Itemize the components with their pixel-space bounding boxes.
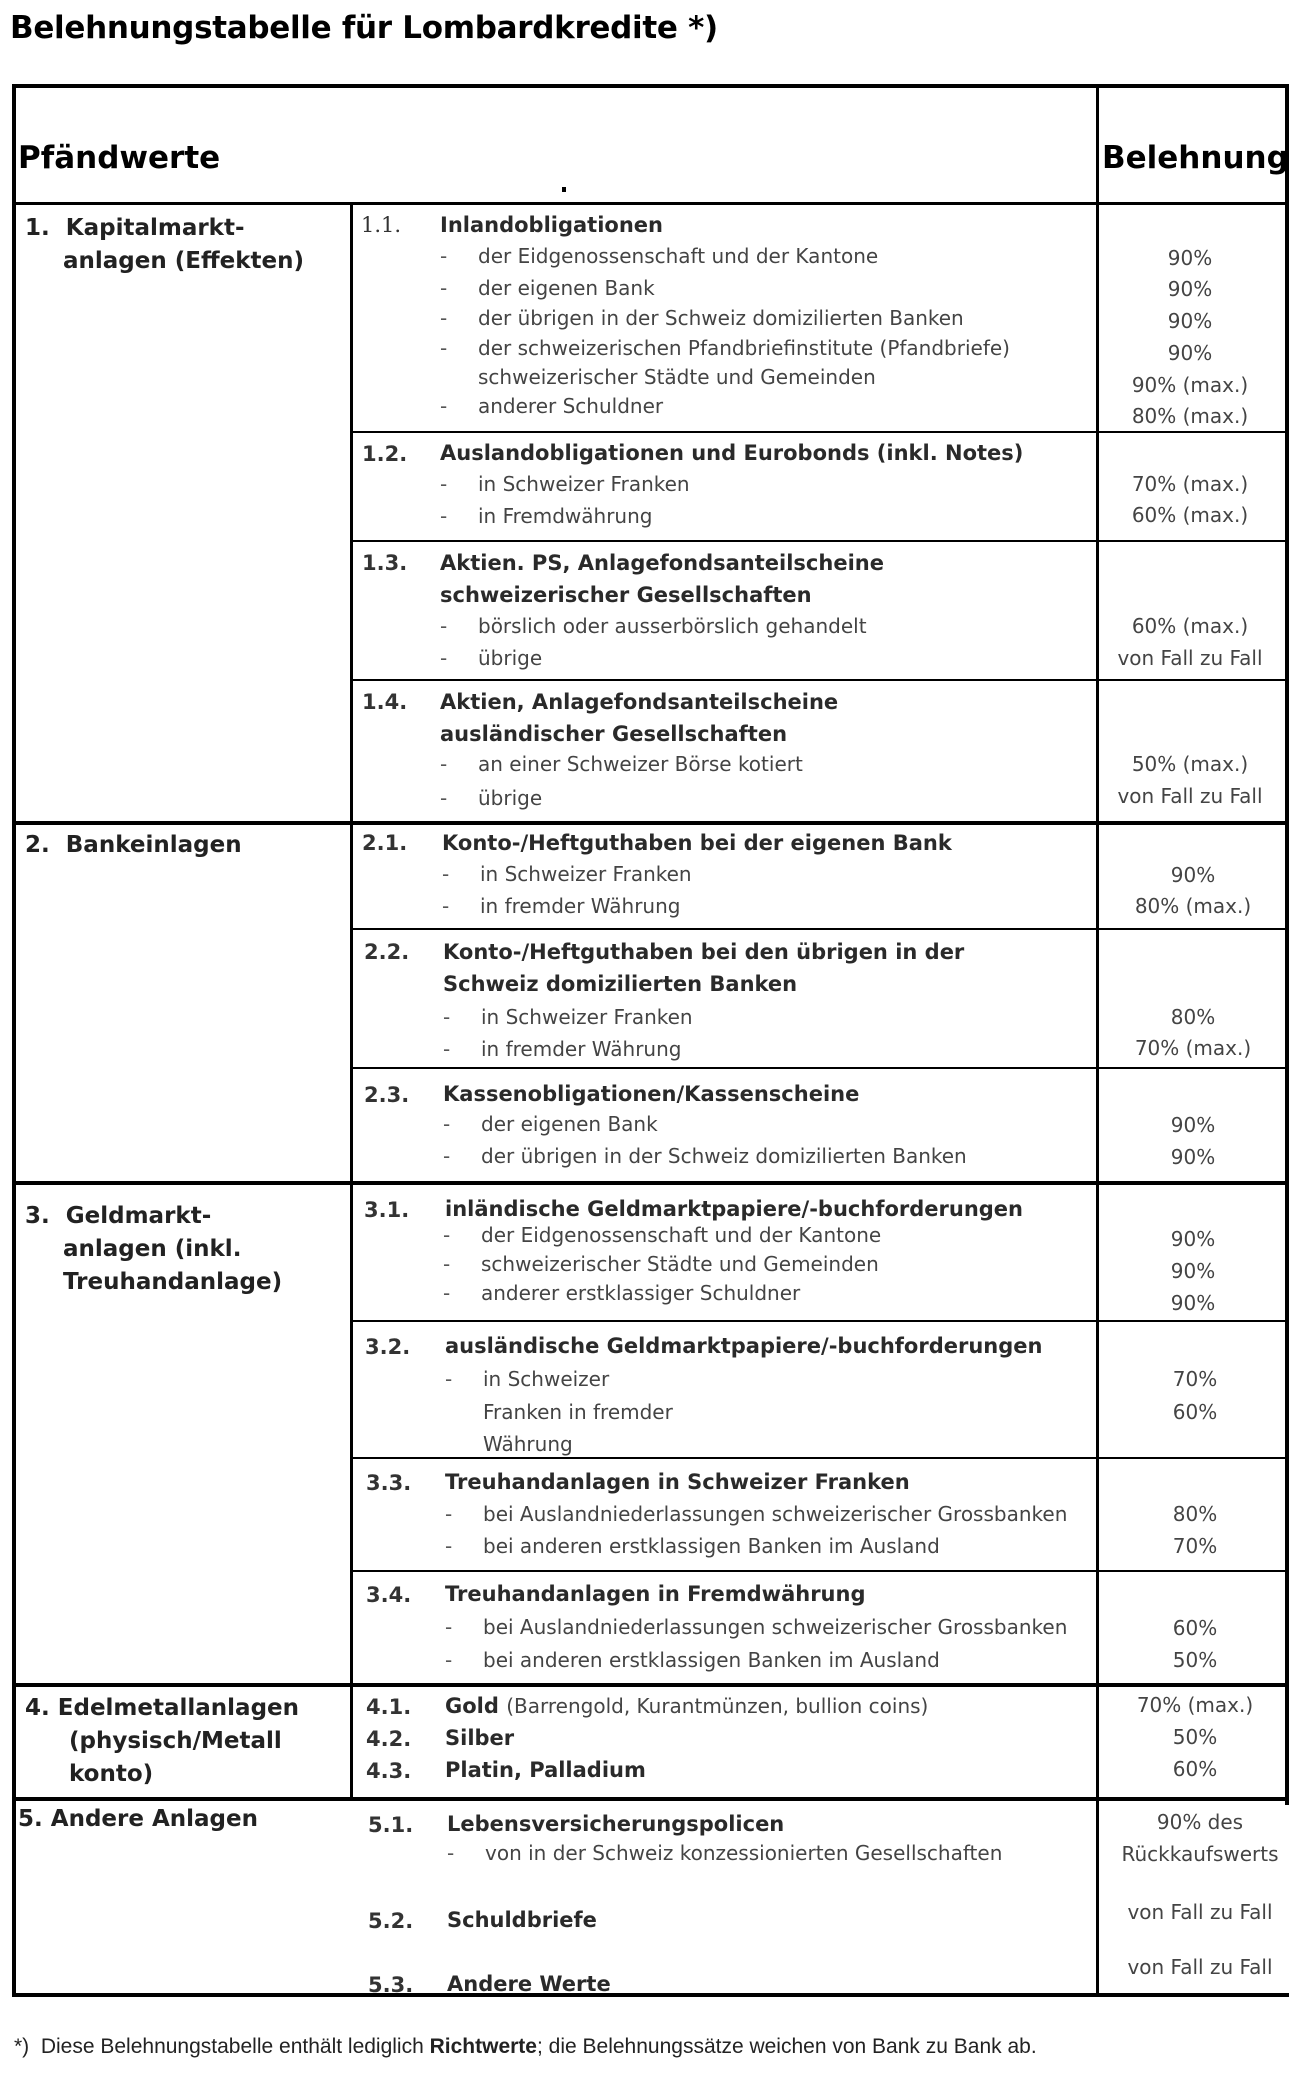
belehnung-value: 50% (max.) [1131,752,1249,776]
section-title: Gold (Barrengold, Kurantmünzen, bullion coins) [445,1694,929,1718]
list-item: - in fremder Währung [443,1037,682,1061]
section-number: 2.3. [364,1083,410,1107]
section-number: 1.4. [362,690,408,714]
belehnung-value: 60% [1172,1400,1218,1424]
list-item: - der Eidgenossenschaft und der Kantone [440,244,879,268]
section-number: 2.2. [364,940,410,964]
section-title: Kassenobligationen/Kassenscheine [443,1082,860,1106]
list-item: Franken in fremder [483,1400,673,1424]
belehnung-value: von Fall zu Fall [1117,784,1263,808]
list-item: - von in der Schweiz konzessionierten Gesellschaften [447,1841,1003,1865]
list-item: - börslich oder ausserbörslich gehandelt [440,614,867,638]
belehnung-value: 80% [1172,1502,1218,1526]
list-item: - an einer Schweizer Börse kotiert [440,752,803,776]
belehnung-value: 70% (max.) [1131,472,1249,496]
belehnung-value: Rückkaufswerts [1121,1842,1279,1866]
belehnung-value: 70% (max.) [1134,1036,1252,1060]
section-number: 1.1. [361,213,402,237]
list-item: - der übrigen in der Schweiz domizilierten Banken [440,306,964,330]
list-item: - schweizerischer Städte und Gemeinden [443,1252,879,1276]
category-2: 2. Bankeinlagen [25,832,242,858]
category-4: 4. Edelmetallanlagen (physisch/Metall konto) [25,1695,300,1787]
section-title: ausländische Geldmarktpapiere/-buchforderungen [445,1334,1043,1358]
list-item: - der eigenen Bank [443,1112,658,1136]
list-item: Währung [483,1432,573,1456]
row-divider [350,1457,1289,1459]
belehnung-value: 80% [1170,1005,1216,1029]
belehnung-value: 90% des [1156,1810,1244,1834]
stray-dot [562,187,566,192]
section-title: Konto-/Heftguthaben bei den übrigen in der Schweiz domizilierten Banken [443,940,965,996]
list-item: - in Schweizer Franken [442,862,692,886]
section-title: Aktien, Anlagefondsanteilscheine ausländischer Gesellschaften [440,690,839,746]
page-title: Belehnungstabelle für Lombardkredite *) [10,10,718,46]
list-item: - in Fremdwährung [440,504,653,528]
list-item: - der übrigen in der Schweiz domizilierten Banken [443,1144,967,1168]
section-title: Inlandobligationen [440,213,663,237]
section-title: Konto-/Heftguthaben bei der eigenen Bank [442,831,952,855]
belehnung-value: 50% [1172,1725,1218,1749]
list-item: - in Schweizer Franken [443,1005,693,1029]
section-title: Platin, Palladium [445,1758,646,1782]
belehnung-value: 80% (max.) [1134,894,1252,918]
belehnung-value: 90% [1170,1145,1216,1169]
section-number: 1.3. [362,551,408,575]
section-title: Andere Werte [447,1972,611,1996]
table-right-border [1285,84,1289,1805]
belehnung-value: 60% [1172,1757,1218,1781]
belehnung-value: 70% (max.) [1136,1693,1254,1717]
section-number: 4.1. [366,1695,412,1719]
section-number: 3.4. [366,1583,412,1607]
belehnung-value: 90% [1170,863,1216,887]
belehnung-value: 90% (max.) [1131,373,1249,397]
list-item: - bei anderen erstklassigen Banken im Ausland [445,1534,940,1558]
row-divider [350,1320,1289,1322]
belehnung-value: 90% [1167,309,1213,333]
section-number: 3.3. [366,1471,412,1495]
header-belehnung: Belehnung [1102,140,1289,176]
belehnung-value: 90% [1170,1227,1216,1251]
belehnung-value: 60% (max.) [1131,503,1249,527]
section-number: 3.1. [364,1198,410,1222]
list-item: - in Schweizer [445,1367,610,1391]
belehnung-value: von Fall zu Fall [1117,646,1263,670]
row-divider [350,1570,1289,1572]
section-number: 2.1. [362,831,408,855]
section-number: 4.2. [366,1727,412,1751]
list-item: - in Schweizer Franken [440,472,690,496]
belehnung-value: 90% [1170,1113,1216,1137]
list-item: - anderer Schuldner [440,394,664,418]
section-number: 4.3. [366,1759,412,1783]
row-divider [350,540,1289,542]
belehnung-value: von Fall zu Fall [1127,1900,1273,1924]
belehnung-value: 90% [1170,1259,1216,1283]
belehnung-value: von Fall zu Fall [1127,1955,1273,1979]
section-number: 3.2. [365,1335,411,1359]
section-number: 5.1. [368,1813,414,1837]
section-number: 1.2. [362,442,408,466]
belehnung-value: 80% (max.) [1131,404,1249,428]
section-title: Silber [445,1726,515,1750]
section-number: 5.3. [368,1973,414,1997]
belehnung-value: 90% [1170,1291,1216,1315]
section-number: 5.2. [368,1909,414,1933]
section-title: Auslandobligationen und Eurobonds (inkl. Notes) [440,441,1024,465]
belehnung-value: 90% [1167,246,1213,270]
list-item: - bei Auslandniederlassungen schweizerischer Grossbanken [445,1502,1068,1526]
header-pfandwerte: Pfändwerte [18,140,221,176]
section-title: Aktien. PS, Anlagefondsanteilscheine schweizerischer Gesellschaften [440,551,884,607]
row-divider [350,928,1289,930]
list-item: - in fremder Währung [442,894,681,918]
belehnung-value: 50% [1172,1648,1218,1672]
list-item: - bei anderen erstklassigen Banken im Ausland [445,1648,940,1672]
list-item: - der Eidgenossenschaft und der Kantone [443,1223,882,1247]
list-item: - der schweizerischen Pfandbriefinstitute (Pfandbriefe) [440,336,1010,360]
row-divider [350,431,1289,433]
belehnung-value: 90% [1167,341,1213,365]
category-1: 1. Kapitalmarkt- anlagen (Effekten) [25,215,304,274]
category-5: 5. Andere Anlagen [18,1806,258,1832]
belehnung-value: 60% (max.) [1131,614,1249,638]
belehnung-value: 70% [1172,1534,1218,1558]
list-item: - anderer erstklassiger Schuldner [443,1281,801,1305]
section-title: Treuhandanlagen in Schweizer Franken [445,1470,910,1494]
row-divider [350,1067,1289,1069]
column-divider [350,204,353,1799]
list-item: - übrige [440,786,543,810]
list-item: - übrige [440,646,543,670]
belehnung-value: 60% [1172,1616,1218,1640]
list-item: schweizerischer Städte und Gemeinden [478,365,876,389]
category-3: 3. Geldmarkt- anlagen (inkl. Treuhandanlage) [25,1203,283,1295]
list-item: - der eigenen Bank [440,276,655,300]
section-title: Treuhandanlagen in Fremdwährung [445,1582,866,1606]
section-title: Schuldbriefe [447,1908,597,1932]
column-divider [1096,84,1099,1995]
footnote: *) Diese Belehnungstabelle enthält lediglich Richtwerte; die Belehnungssätze weichen von Bank zu Bank ab. [14,2035,1037,2058]
belehnung-value: 90% [1167,277,1213,301]
belehnung-value: 70% [1172,1367,1218,1391]
list-item: - bei Auslandniederlassungen schweizerischer Grossbanken [445,1615,1068,1639]
section-title: inländische Geldmarktpapiere/-buchforderungen [445,1197,1023,1221]
row-divider [350,679,1289,681]
section-title: Lebensversicherungspolicen [447,1812,785,1836]
